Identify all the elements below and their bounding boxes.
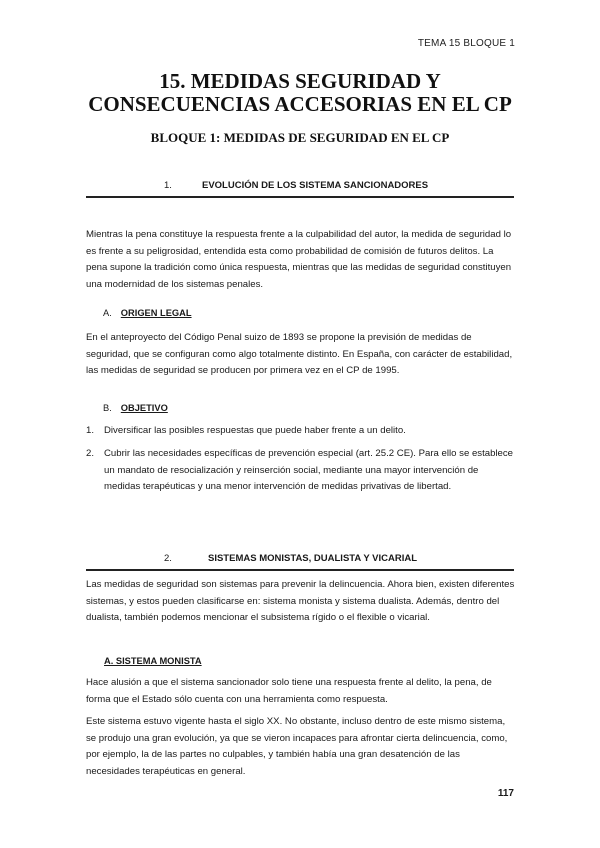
page-number: 117 [497,788,514,799]
section-2-number: 2. [164,553,172,564]
list-item [86,423,516,440]
section-1-intro: Mientras la pena constituye la respuesta frente a la culpabilidad del autor, la medida de seguridad lo es frente a su peligrosidad, entendida esta como probabilidad de comisión de futuros delitos. La pena supone la tradición como única respuesta, mientras que las medidas de seguridad constituyen una modernidad de los sistemas penales. [86,229,512,290]
section-2-title: SISTEMAS MONISTAS, DUALISTA Y VICARIAL [208,553,418,564]
section-2-intro: Las medidas de seguridad son sistemas para prevenir la delincuencia. Ahora bien, existen diferentes sistemas, y estos pueden clasificarse en: sistema monista y sistema dualista. Además, dentro del dualista, también podemos mencionar el subsistema rígido o el flexible o vicarial. [86,579,515,623]
title-line-1: 15. MEDIDAS SEGURIDAD Y [159,69,441,93]
subsection-b-heading [103,403,168,413]
title-line-2: CONSECUENCIAS ACCESORIAS EN EL CP [88,92,512,116]
section-1-heading [86,178,514,198]
list-item-number: 1. [86,425,95,436]
subsection-b-letter: B. [103,403,112,413]
subsection-a-label: ORIGEN LEGAL [120,308,192,318]
subsection-a-heading [103,308,192,318]
list-item [86,446,516,496]
subsection-a-letter: A. [103,308,112,318]
subsection-a-text: En el anteproyecto del Código Penal suizo de 1893 se propone la previsión de medidas de seguridad, que se configuran como algo totalmente distinto. En España, con carácter de estabilidad, las medidas de seguridad se producen por primera vez en el CP de 1995. [86,332,513,376]
subsection-monista-heading: A. SISTEMA MONISTA [104,656,202,666]
page-title [60,70,540,116]
monista-paragraph-2: Este sistema estuvo vigente hasta el siglo XX. No obstante, incluso dentro de este mismo sistema, se produjo una gran evolución, ya que se vieron incapaces para afrontar cierta delincuencia, como, por ejemplo, la de las partes no culpables, y también había una gran desatención de las necesidades terapéuticas en general. [86,716,508,777]
section-1-number: 1. [164,180,172,191]
list-item-text: Diversificar las posibles respuestas que puede haber frente a un delito. [104,425,406,436]
monista-paragraph-1: Hace alusión a que el sistema sancionador solo tiene una respuesta frente al delito, la pena, de forma que el Estado sólo cuenta con una herramienta como respuesta. [86,677,492,705]
header-tag: TEMA 15 BLOQUE 1 [417,38,515,49]
page-subtitle: BLOQUE 1: MEDIDAS DE SEGURIDAD EN EL CP [150,130,450,145]
list-item-text: Cubrir las necesidades específicas de prevención especial (art. 25.2 CE). Para ello se establece un mandato de resocialización y reinserción social, mediante una mayor intervención de medidas terapéuticas y una menor intervención de medidas privativas de libertad. [104,448,514,492]
subsection-b-label: OBJETIVO [120,403,168,413]
section-1-title: EVOLUCIÓN DE LOS SISTEMA SANCIONADORES [202,180,429,191]
list-item-number: 2. [86,448,95,459]
section-2-heading [86,551,514,571]
